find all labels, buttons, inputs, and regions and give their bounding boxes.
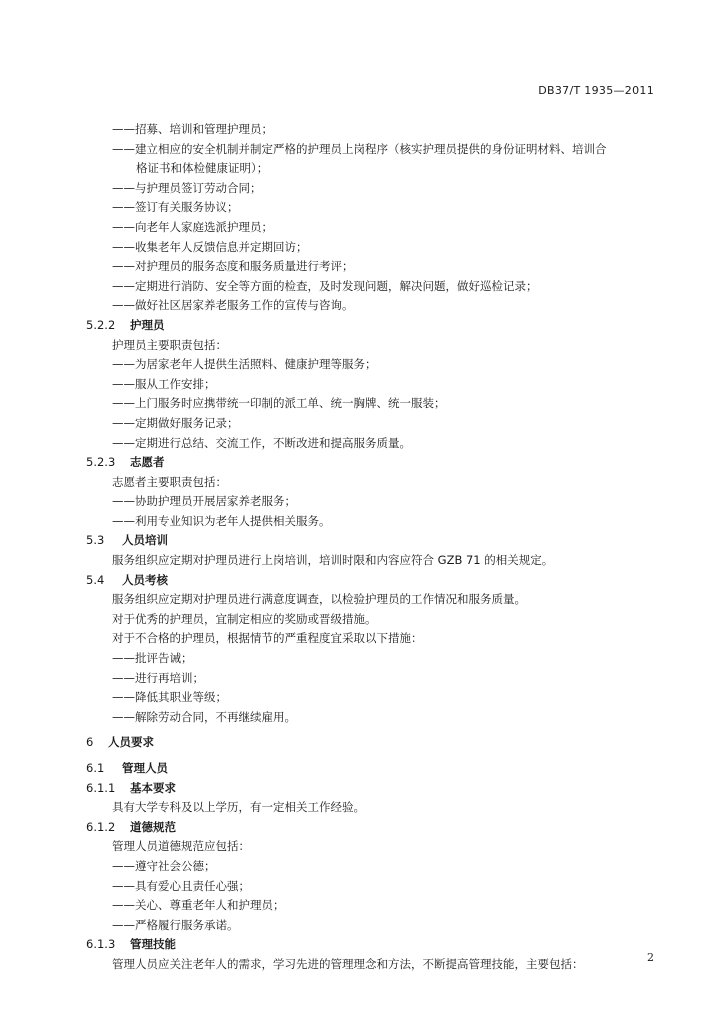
list-item: ——利用专业知识为老年人提供相关服务。 bbox=[112, 513, 331, 528]
section-number: 5.3 bbox=[86, 533, 105, 548]
list-item: ——签订有关服务协议； bbox=[112, 200, 239, 215]
list-item: ——上门服务时应携带统一印制的派工单、统一胸牌、统一服装； bbox=[112, 396, 446, 411]
section-paragraph: 具有大学专科及以上学历，有一定相关工作经验。 bbox=[112, 800, 365, 815]
section-heading-5-4 bbox=[86, 571, 666, 591]
section-paragraph: 对于不合格的护理员，根据情节的严重程度宜采取以下措施： bbox=[112, 631, 423, 646]
list-item: ——降低其职业等级； bbox=[112, 690, 227, 705]
list-item: ——定期做好服务记录； bbox=[112, 415, 239, 430]
document-body bbox=[86, 120, 666, 975]
section-paragraph: 管理人员应关注老年人的需求，学习先进的管理理念和方法，不断提高管理技能，主要包括： bbox=[112, 956, 584, 971]
section-number: 6.1.1 bbox=[86, 780, 116, 795]
section-title: 人员要求 bbox=[108, 735, 154, 750]
section-heading-6 bbox=[86, 733, 666, 753]
list-item: ——对护理员的服务态度和服务质量进行考评； bbox=[112, 259, 354, 274]
section-title: 人员考核 bbox=[122, 572, 168, 587]
list-item: ——收集老年人反馈信息并定期回访； bbox=[112, 239, 308, 254]
list-item: ——具有爱心且责任心强； bbox=[112, 878, 250, 893]
standard-code: DB37/T 1935—2011 bbox=[538, 84, 654, 97]
section-title: 人员培训 bbox=[122, 533, 168, 548]
section-heading-5-2-3 bbox=[86, 453, 666, 473]
list-item: ——向老年人家庭选派护理员； bbox=[112, 219, 273, 234]
list-item: ——服从工作安排； bbox=[112, 376, 216, 391]
section-title: 道德规范 bbox=[130, 819, 176, 834]
list-item: ——解除劳动合同，不再继续雇用。 bbox=[112, 709, 296, 724]
list-item: ——与护理员签订劳动合同； bbox=[112, 180, 262, 195]
section-heading-5-3 bbox=[86, 531, 666, 551]
section-heading-6-1 bbox=[86, 759, 666, 779]
section-title: 管理人员 bbox=[122, 761, 168, 775]
section-heading-6-1-2 bbox=[86, 818, 666, 838]
section-number: 6.1 bbox=[86, 761, 105, 775]
section-heading-6-1-3 bbox=[86, 935, 666, 955]
section-title: 护理员 bbox=[130, 317, 165, 332]
section-intro: 管理人员道德规范应包括： bbox=[112, 839, 250, 854]
list-item-continuation: 格证书和体检健康证明）； bbox=[136, 161, 269, 176]
list-item: ——定期进行消防、安全等方面的检查，及时发现问题，解决问题，做好巡检记录； bbox=[112, 278, 538, 293]
section-title: 基本要求 bbox=[130, 780, 176, 795]
list-item: ——进行再培训； bbox=[112, 670, 204, 685]
list-item: ——做好社区居家养老服务工作的宣传与咨询。 bbox=[112, 298, 354, 313]
list-item: ——为居家老年人提供生活照料、健康护理等服务； bbox=[112, 357, 377, 372]
list-item: ——建立相应的安全机制并制定严格的护理员上岗程序（核实护理员提供的身份证明材料、培训合 bbox=[112, 141, 607, 156]
section-title: 管理技能 bbox=[130, 937, 176, 952]
list-item: ——协助护理员开展居家养老服务； bbox=[112, 494, 296, 509]
page-number: 2 bbox=[647, 951, 654, 964]
section-number: 5.2.3 bbox=[86, 455, 116, 470]
section-number: 6.1.3 bbox=[86, 937, 116, 952]
section-paragraph: 服务组织应定期对护理员进行满意度调查，以检验护理员的工作情况和服务质量。 bbox=[112, 592, 526, 607]
section-number: 6 bbox=[86, 735, 94, 750]
list-item: ——遵守社会公德； bbox=[112, 858, 216, 873]
list-item: ——关心、尊重老年人和护理员； bbox=[112, 898, 285, 913]
section-intro: 护理员主要职责包括： bbox=[112, 337, 227, 352]
section-paragraph: 对于优秀的护理员，宜制定相应的奖励或晋级措施。 bbox=[112, 611, 377, 626]
section-number: 6.1.2 bbox=[86, 819, 116, 834]
list-item: ——定期进行总结、交流工作，不断改进和提高服务质量。 bbox=[112, 435, 411, 450]
list-item: ——严格履行服务承诺。 bbox=[112, 917, 239, 932]
section-intro: 志愿者主要职责包括： bbox=[112, 474, 227, 489]
section-title: 志愿者 bbox=[130, 455, 165, 470]
section-number: 5.4 bbox=[86, 572, 105, 587]
section-heading-6-1-1 bbox=[86, 779, 666, 799]
list-item: ——批评告诫； bbox=[112, 651, 193, 666]
list-item: ——招募、培训和管理护理员； bbox=[112, 122, 273, 136]
section-paragraph: 服务组织应定期对护理员进行上岗培训，培训时限和内容应符合 GZB 71 的相关规定。 bbox=[112, 553, 554, 568]
section-number: 5.2.2 bbox=[86, 317, 116, 332]
section-heading-5-2-2 bbox=[86, 316, 666, 336]
